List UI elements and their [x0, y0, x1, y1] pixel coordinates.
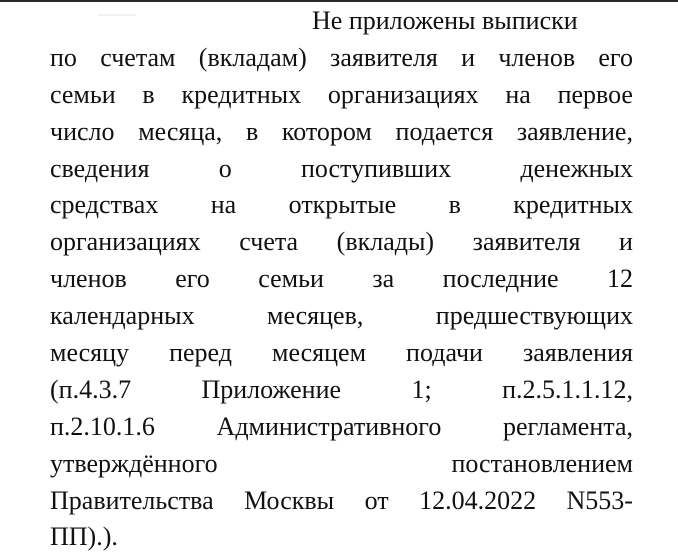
text-word: месяцев, — [267, 301, 364, 331]
text-word: открытые — [288, 190, 397, 220]
text-word: в — [245, 116, 259, 146]
text-word: 12 — [607, 264, 633, 294]
text-word: средствах — [50, 190, 159, 220]
text-word: подачи — [406, 338, 483, 368]
text-word: его — [175, 264, 210, 294]
text-word: организациях — [50, 227, 201, 257]
text-line — [50, 372, 633, 409]
text-word: постановлением — [451, 448, 633, 478]
text-line — [50, 409, 633, 446]
text-word: п.2.5.1.1.12, — [502, 374, 633, 404]
text-word: последние — [442, 264, 559, 294]
text-line — [50, 261, 633, 298]
text-word: (п.4.3.7 — [50, 374, 132, 404]
text-line — [50, 298, 633, 335]
text-word: заявления — [522, 338, 633, 368]
text-word: за — [372, 264, 395, 294]
text-word: в — [448, 190, 461, 220]
text-word: о — [218, 153, 232, 183]
text-word: месяцем — [271, 338, 367, 368]
text-word: ПП).). — [50, 522, 118, 552]
text-word: Москвы — [244, 485, 335, 515]
text-word: Не приложены выписки — [312, 6, 578, 35]
text-word: 12.04.2022 — [419, 485, 537, 515]
text-word: месяцу — [50, 338, 130, 368]
text-word: котором — [281, 116, 372, 146]
text-word: счетам — [100, 42, 176, 72]
text-word: семьи — [258, 264, 324, 294]
text-word: семьи — [50, 79, 116, 109]
text-word: на — [505, 79, 531, 109]
text-word: и — [461, 42, 476, 72]
text-line — [50, 335, 633, 372]
text-word: заявителя — [330, 42, 438, 72]
text-word: предшествующих — [435, 301, 633, 331]
text-word: подается — [395, 116, 494, 146]
text-word: N553- — [566, 485, 633, 515]
text-word: месяца, — [138, 116, 223, 146]
text-word: и — [619, 227, 633, 257]
text-word: (вклады) — [336, 227, 435, 257]
text-line — [50, 77, 633, 114]
text-word: счета — [239, 227, 299, 257]
document-paragraph — [50, 3, 633, 556]
text-word: его — [598, 42, 633, 72]
text-word: утверждённого — [50, 448, 218, 478]
text-line — [50, 224, 633, 261]
text-word: кредитных — [181, 79, 302, 109]
text-word: число — [50, 116, 115, 146]
text-word: по — [50, 42, 77, 72]
text-line — [50, 483, 633, 520]
text-word: членов — [498, 42, 576, 72]
text-word: кредитных — [513, 190, 633, 220]
text-line — [50, 151, 633, 188]
top-border-line — [0, 0, 678, 2]
text-word: заявителя — [472, 227, 581, 257]
text-word: Приложение — [201, 374, 342, 404]
text-word: сведения — [50, 153, 150, 183]
text-word: регламента, — [502, 411, 633, 441]
text-line — [50, 3, 633, 40]
text-word: Административного — [216, 411, 442, 441]
text-line — [50, 40, 633, 77]
text-word: в — [142, 79, 155, 109]
text-word: от — [364, 485, 389, 515]
text-word: перед — [169, 338, 232, 368]
text-word: (вкладам) — [198, 42, 307, 72]
text-line — [50, 114, 633, 151]
text-line — [50, 187, 633, 224]
text-line — [50, 519, 633, 556]
text-word: поступивших — [300, 153, 452, 183]
text-word: заявление, — [516, 116, 633, 146]
text-word: организациях — [327, 79, 479, 109]
text-word: первое — [557, 79, 633, 109]
text-word: членов — [50, 264, 127, 294]
text-word: Правительства — [50, 485, 214, 515]
text-word: денежных — [520, 153, 633, 183]
text-word: календарных — [50, 301, 195, 331]
text-word: п.2.10.1.6 — [50, 411, 155, 441]
text-line — [50, 446, 633, 483]
text-word: на — [210, 190, 237, 220]
text-word: 1; — [411, 374, 432, 404]
